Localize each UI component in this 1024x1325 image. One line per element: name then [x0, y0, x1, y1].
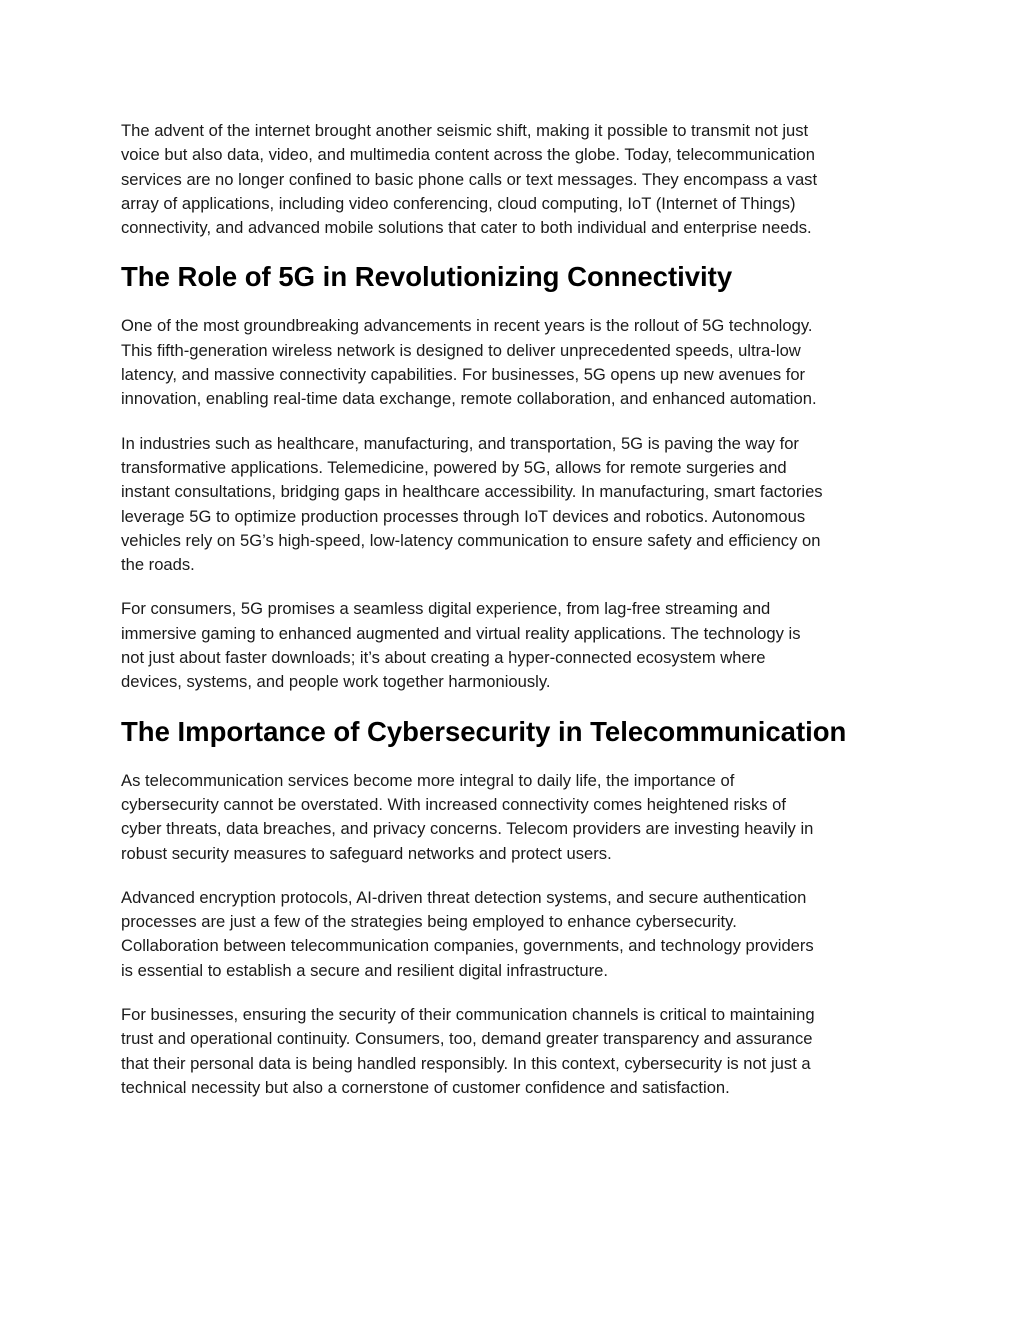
document-body	[121, 119, 911, 1120]
intro-paragraph: The advent of the internet brought another seismic shift, making it possible to transmit not just voice but also data, video, and multimedia content across the globe. Today, telecommunication services are no longer confined to basic phone calls or text messages. They encompass a vast array of applications, including video conferencing, cloud computing, IoT (Internet of Things) connectivity, and advanced mobile solutions that cater to both individual and enterprise needs.	[121, 121, 818, 238]
paragraph-5g-industries: In industries such as healthcare, manufacturing, and transportation, 5G is paving the way for transformative applications. Telemedicine, powered by 5G, allows for remote surgeries and instant consultations, bridging gaps in healthcare accessibility. In manufacturing, smart factories leverage 5G to optimize production processes through IoT devices and robotics. Autonomous vehicles rely on 5G’s high-speed, low-latency communication to ensure safety and efficiency on the roads.	[121, 433, 823, 575]
section-heading-5g: The Role of 5G in Revolutionizing Connectivity	[121, 261, 733, 293]
paragraph-cybersecurity-strategies: Advanced encryption protocols, AI-driven threat detection systems, and secure authentication processes are just a few of the strategies being employed to enhance cybersecurity. Collaboration between telecommunication companies, governments, and technology providers is essential to establish a secure and resilient digital infrastructure.	[121, 887, 814, 980]
paragraph-cybersecurity-importance: As telecommunication services become more integral to daily life, the importance of cybersecurity cannot be overstated. With increased connectivity comes heightened risks of cyber threats, data breaches, and privacy concerns. Telecom providers are investing heavily in robust security measures to safeguard networks and protect users.	[121, 770, 814, 863]
paragraph-5g-rollout: One of the most groundbreaking advancements in recent years is the rollout of 5G technology. This fifth-generation wireless network is designed to deliver unprecedented speeds, ultra-low latency, and massive connectivity capabilities. For businesses, 5G opens up new avenues for innovation, enabling real-time data exchange, remote collaboration, and enhanced automation.	[121, 316, 817, 409]
paragraph-cybersecurity-businesses: For businesses, ensuring the security of their communication channels is critical to maintaining trust and operational continuity. Consumers, too, demand greater transparency and assurance that their personal data is being handled responsibly. In this context, cybersecurity is not just a technical necessity but also a cornerstone of customer confidence and satisfaction.	[121, 1005, 815, 1097]
section-heading-cybersecurity: The Importance of Cybersecurity in Telecommunication	[121, 715, 847, 747]
paragraph-5g-consumers: For consumers, 5G promises a seamless digital experience, from lag-free streaming and immersive gaming to enhanced augmented and virtual reality applications. The technology is not just about faster downloads; it’s about creating a hyper-connected ecosystem where devices, systems, and people work together harmoniously.	[121, 599, 801, 692]
